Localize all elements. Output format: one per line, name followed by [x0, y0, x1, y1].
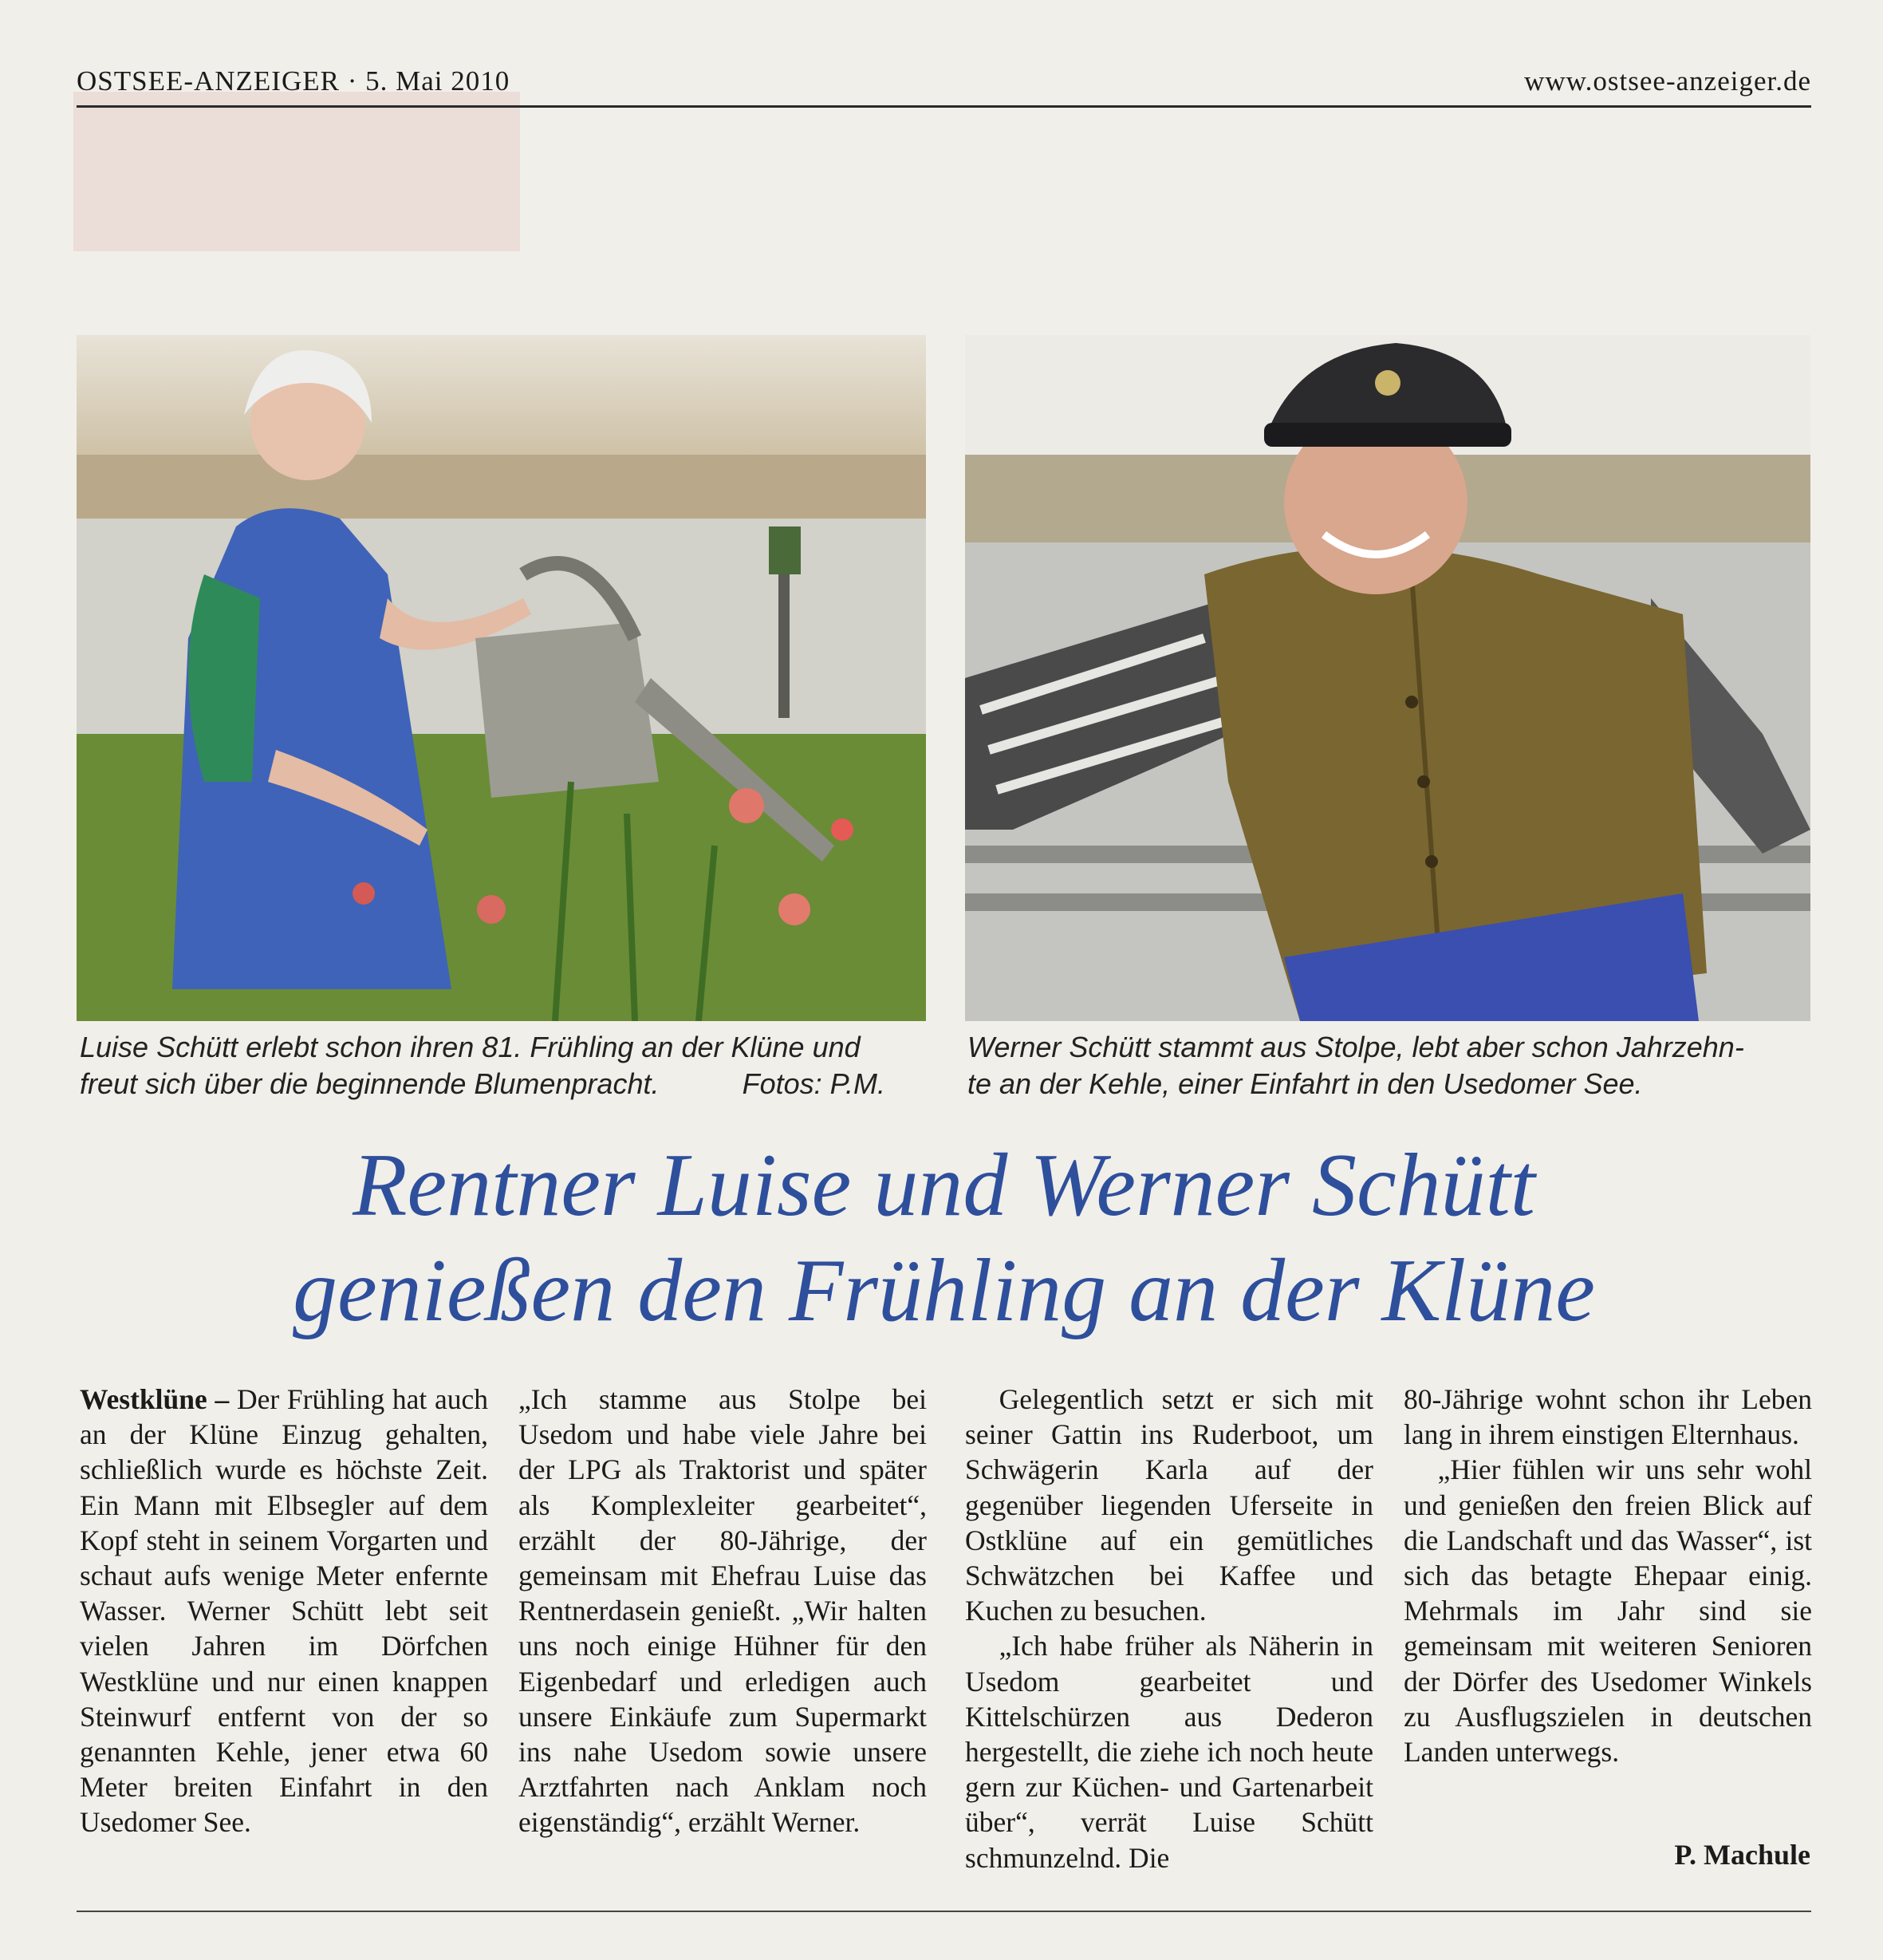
woman-watering-garden-photo	[77, 335, 926, 1021]
column-3-paragraph-1: Gelegentlich setzt er sich mit seiner Gattin ins Ruderboot, um Schwägerin Karla auf der gegenüber liegenden Uferseite in Ostklüne auf ein gemütliches Schwätzchen bei Kaffee und Kuchen zu besuchen.	[965, 1383, 1373, 1627]
photo-caption-left	[80, 1029, 925, 1102]
caption-left-line1: Luise Schütt erlebt schon ihren 81. Frühling an der Klüne und	[80, 1031, 861, 1063]
dateline: Westklüne –	[80, 1383, 230, 1415]
author-byline: P. Machule	[1674, 1839, 1810, 1871]
caption-right-line2: te an der Kehle, einer Einfahrt in den Usedomer See.	[967, 1067, 1643, 1100]
column-2-text: „Ich stamme aus Stolpe bei Usedom und habe viele Jahre bei der LPG als Traktorist und später als Komplexleiter gearbeitet“, erzählt der 80-Jährige, der gemeinsam mit Ehefrau Luise das Rentnerdasein genießt. „Wir halten uns noch einige Hühner für den Eigenbedarf und erledigen auch unsere Einkäufe zum Supermarkt ins nahe Usedom sowie unsere Arztfahrten nach Anklam noch eigenständig“, erzählt Werner.	[518, 1383, 927, 1839]
publication-date: OSTSEE-ANZEIGER · 5. Mai 2010	[77, 65, 510, 97]
article-column-2	[518, 1382, 927, 1840]
article-headline	[77, 1133, 1811, 1343]
article-column-3	[965, 1382, 1373, 1875]
caption-left-line2: freut sich über die beginnende Blumenpracht.	[80, 1067, 660, 1100]
photo-credit: Fotos: P.M.	[742, 1067, 885, 1100]
photo-luise-schuett	[77, 335, 926, 1021]
caption-right-line1: Werner Schütt stammt aus Stolpe, lebt aber schon Jahrzehn-	[967, 1031, 1744, 1063]
column-4-paragraph-2: „Hier fühlen wir uns sehr wohl und genießen den freien Blick auf die Landschaft und das Wasser“, ist sich das betagte Ehepaar einig. Mehrmals im Jahr sind sie gemeinsam mit weiteren Senioren der Dörfer des Usedomer Winkels zu Ausflugszielen in deutschen Landen unterwegs.	[1404, 1453, 1812, 1769]
page-header	[77, 65, 1811, 108]
man-in-skipper-cap-photo	[965, 335, 1810, 1021]
show-through-area	[73, 92, 520, 251]
headline-line2: genießen den Frühling an der Klüne	[292, 1241, 1596, 1340]
article-column-4	[1404, 1382, 1812, 1769]
website-url: www.ostsee-anzeiger.de	[1524, 65, 1811, 97]
photo-caption-right	[967, 1029, 1813, 1102]
bottom-divider	[77, 1911, 1811, 1912]
headline-line1: Rentner Luise und Werner Schütt	[353, 1136, 1535, 1235]
photo-werner-schuett	[965, 335, 1810, 1021]
column-3-paragraph-2: „Ich habe früher als Näherin in Usedom gearbeitet und Kittelschürzen aus Dederon hergestellt, die ziehe ich noch heute gern zur Küchen- und Gartenarbeit über“, verrät Luise Schütt schmunzelnd. Die	[965, 1630, 1373, 1874]
column-1-text: Der Frühling hat auch an der Klüne Einzug gehalten, schließlich wurde es höchste Zeit. Ein Mann mit Elbsegler auf dem Kopf steht in seinem Vorgarten und schaut aufs wenige Meter enfernte Wasser. Werner Schütt lebt seit vielen Jahren im Dörfchen Westklüne und nur einen knappen Steinwurf entfernt von der so genannten Kehle, jener etwa 60 Meter breiten Einfahrt in den Usedomer See.	[80, 1383, 488, 1839]
article-column-1	[80, 1382, 488, 1840]
column-4-paragraph-1: 80-Jährige wohnt schon ihr Leben lang in ihrem einstigen Elternhaus.	[1404, 1383, 1812, 1451]
